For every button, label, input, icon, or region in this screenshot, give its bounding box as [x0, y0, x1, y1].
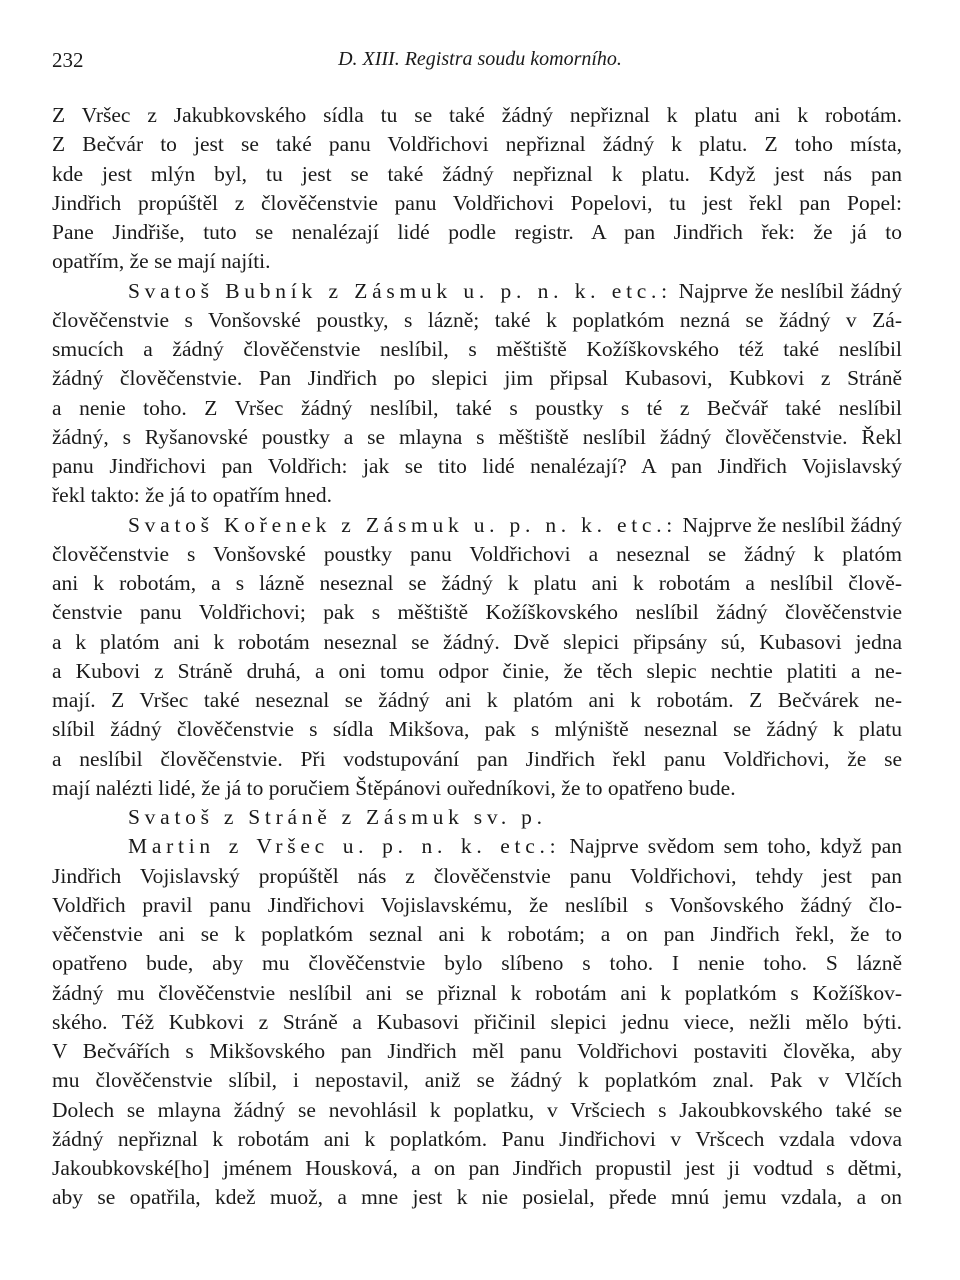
text-line [52, 628, 902, 657]
line-text: a neslíbil člověčenstvie. Při vodstupování pan Jindřich řekl panu Voldřichovi, že se [52, 746, 902, 771]
line-text: slíbil žádný člověčenstvie s sídla Mikšova, pak s mlýniště neseznal se žádný k platu [52, 717, 902, 742]
line-text: panu Jindřichovi pan Voldřich: jak se tito lidé nenalézají? A pan Jindřich Vojislavský [52, 454, 902, 478]
text-line [52, 452, 902, 481]
line-text: ského. Též Kubkovi z Stráně a Kubasovi přičinil slepici jednu viece, nežli mělo býti. [52, 1009, 902, 1034]
line-text: žádný mu člověčenstvie neslíbil ani se přiznal k robotám ani k poplatkóm s Kožíškov- [52, 980, 902, 1005]
line-text: a Kubovi z Stráně druhá, a oni tomu odpor činie, že těch slepic nechtie platiti a ne- [52, 658, 902, 683]
text-line [52, 569, 902, 598]
text-line [52, 774, 902, 803]
page-number: 232 [52, 48, 84, 72]
line-text: věčenstvie ani se k poplatkóm seznal ani k robotám; a on pan Jindřich řekl, že to [52, 922, 902, 946]
text-line [52, 832, 902, 861]
line-text: smucích a žádný člověčenstvie neslíbil, s měštiště Kožíškovského též také neslíbil [52, 337, 902, 361]
line-text: a nenie toho. Z Vršec žádný neslíbil, také s poustky s té z Bečvář také neslíbil [52, 395, 902, 420]
text-line [52, 1008, 902, 1037]
line-text: Najprve svědom sem toho, když pan [560, 834, 902, 859]
line-text: Voldřich pravil panu Jindřichovi Vojislavskému, že neslíbil s Vonšovského žádný člo- [52, 892, 902, 917]
text-line [52, 335, 902, 364]
text-line [52, 1066, 902, 1095]
text-line [52, 803, 902, 832]
text-line [52, 481, 902, 510]
line-text: žádný nepřiznal k robotám ani k poplatkóm. Panu Jindřichovi v Vršcech vzdala vdova [52, 1126, 902, 1151]
line-text: Najprve že neslíbil žádný [677, 512, 902, 537]
running-title: D. XIII. Registra soudu komorního. [338, 48, 622, 70]
body-text [52, 101, 902, 1213]
text-line [52, 540, 902, 569]
line-text: a k platóm ani k robotám neseznal se žádný. Dvě slepici připsány sú, Kubasovi jedna [52, 629, 902, 654]
line-text: čenstvie panu Voldřichovi; pak s měštiště Kožíškovského neslíbil žádný člověčenstvie [52, 600, 902, 625]
line-text: Z Bečvár to jest se také panu Voldřichovi nepřiznal žádný k platu. Z toho místa, [52, 132, 902, 157]
text-line [52, 130, 902, 159]
text-line [52, 423, 902, 452]
text-line [52, 891, 902, 920]
line-text: Jindřich Vojislavský propúštěl nás z člověčenstvie panu Voldřichovi, tehdy jest pan [52, 863, 902, 888]
line-text: mu člověčenstvie slíbil, i nepostavil, aniž se žádný k poplatkóm znal. Pak v Vlčích [52, 1068, 902, 1093]
line-text: člověčenstvie s Vonšovské poustky, s lázně; také k poplatkóm nezná se žádný v Zá- [52, 307, 902, 332]
line-text: žádný, s Ryšanovské poustky a se mlayna s měštiště neslíbil žádný člověčenstvie. Řekl [52, 424, 902, 449]
line-text: řekl takto: že já to opatřím hned. [52, 483, 333, 508]
text-line [52, 364, 902, 393]
text-line [52, 1183, 902, 1212]
speaker-name: Martin z Vršec u. p. n. k. etc.: [128, 834, 561, 859]
line-text: žádný člověčenstvie. Pan Jindřich po slepici jim připsal Kubasovi, Kubkovi z Stráně [52, 366, 902, 391]
line-text: Pane Jindřiše, tuto se nenalézají lidé podle registr. A pan Jindřich řek: že já to [52, 220, 902, 244]
line-text: Z Vršec z Jakubkovského sídla tu se také žádný nepřiznal k platu ani k robotám. [52, 103, 902, 127]
text-line [52, 247, 902, 276]
line-text: mají nalézti lidé, že já to poručiem Štěpánovi ouředníkovi, že to opatřeno bude. [52, 775, 736, 800]
line-text: člověčenstvie s Vonšovské poustky panu Voldřichovi a neseznal se žádný k platóm [52, 541, 902, 566]
text-line [52, 745, 902, 774]
text-line [52, 657, 902, 686]
text-line [52, 394, 902, 423]
text-line [52, 979, 902, 1008]
text-line [52, 1154, 902, 1183]
text-line [52, 949, 902, 978]
line-text: opatřeno bude, aby mu člověčenstvie bylo slíbeno s toho. I nenie toho. S lázně [52, 951, 902, 976]
line-text: opatřím, že se mají najíti. [52, 249, 271, 274]
line-text: Jakoubkovské[ho] jménem Housková, a on pan Jindřich propustil jest ji vodtud s dětmi, [52, 1156, 902, 1180]
text-line [52, 160, 902, 189]
text-line [52, 218, 902, 247]
text-line [52, 862, 902, 891]
text-line [52, 277, 902, 306]
line-text: kde jest mlýn byl, tu jest se také žádný nepřiznal k platu. Když jest nás pan [52, 161, 902, 186]
page-header [52, 44, 908, 78]
text-line [52, 1037, 902, 1066]
text-line [52, 1096, 902, 1125]
text-line [52, 1125, 902, 1154]
line-text: Jindřich propúštěl z člověčenstvie panu Voldřichovi Popelovi, tu jest řekl pan Popel: [52, 190, 902, 215]
text-line [52, 598, 902, 627]
text-line [52, 715, 902, 744]
speaker-name: Svatoš Bubník z Zásmuk u. p. n. k. etc.: [128, 278, 672, 303]
speaker-name: Svatoš z Stráně z Zásmuk sv. p. [128, 805, 547, 829]
line-text: ani k robotám, a s lázně neseznal se žádný k platu ani k robotám a neslíbil člově- [52, 571, 902, 595]
text-line [52, 189, 902, 218]
text-line [52, 920, 902, 949]
text-line [52, 101, 902, 130]
text-line [52, 306, 902, 335]
text-line [52, 686, 902, 715]
text-line [52, 511, 902, 540]
line-text: mají. Z Vršec také neseznal se žádný ani k platóm ani k robotám. Z Bečvárek ne- [52, 688, 902, 712]
speaker-name: Svatoš Kořenek z Zásmuk u. p. n. k. etc.: [128, 512, 678, 537]
line-text: Dolech se mlayna žádný se nevohlásil k poplatku, v Vršciech s Jakoubkovského také se [52, 1097, 902, 1122]
line-text: V Bečvářích s Mikšovského pan Jindřich měl panu Voldřichovi postaviti člověka, aby [52, 1039, 902, 1063]
line-text: Najprve že neslíbil žádný [671, 278, 902, 303]
line-text: aby se opatřila, kdež muož, a mne jest k nie posielal, přede mnú jemu vzdala, a on [52, 1185, 902, 1210]
